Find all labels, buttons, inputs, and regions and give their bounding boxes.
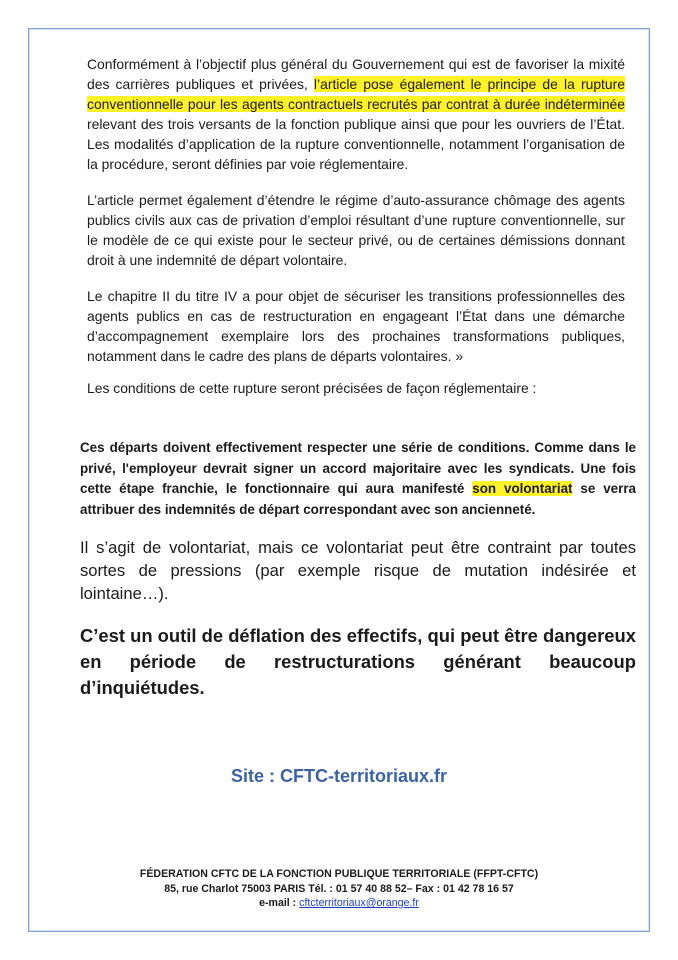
paragraph-mixite-text-after: relevant des trois versants de la fonction publique ainsi que pour les ouvriers de l’État. Les modalités d’application de la rupture conventionnelle, notamment l’organisation de la procédure, seront définies par voie réglementaire.: [87, 116, 625, 172]
paragraph-departs-text-before: Ces départs doivent effectivement respecter une série de conditions. Comme dans le privé, l'employeur devrait signer un accord majoritaire avec les syndicats. Une fois cette étape franchie, le fonctionnaire qui aura manifesté: [80, 440, 636, 496]
document-body: [87, 54, 625, 410]
paragraph-auto-assurance: L’article permet également d’étendre le régime d’auto-assurance chômage des agents publics civils aux cas de privation d’emploi résultant d’une rupture conventionnelle, sur le modèle de ce qui existe pour le secteur privé, ou de certaines démissions donnant droit à une indemnité de départ volontaire.: [87, 192, 625, 268]
paragraph-deflation-effectifs: C’est un outil de déflation des effectifs, qui peut être dangereux en période de restructurations générant beaucoup d’inquiétudes.: [80, 625, 636, 698]
footer-email-link[interactable]: cftcterritoriaux@orange.fr: [299, 897, 419, 909]
paragraph-chapitre-ii: Le chapitre II du titre IV a pour objet de sécuriser les transitions professionnelles des agents publics en cas de restructuration en engageant l’État dans une démarche d’accompagnement exemplaire lors des prochaines transformations publiques, notamment dans le cadre des plans de départs volontaires. »: [87, 288, 625, 364]
paragraph-mixite-text-before: Conformément à l’objectif plus général du Gouvernement qui est de favoriser la mixité des carrières publiques et privées,: [87, 56, 625, 92]
footer-email-label: e-mail :: [259, 897, 300, 909]
paragraph-departs-conditions: [80, 438, 636, 520]
highlighted-son-volontariat: son volontariat: [472, 481, 573, 496]
paragraph-volontariat: Il s’agit de volontariat, mais ce volontariat peut être contraint par toutes sortes de pressions (par exemple risque de mutation indésirée et lointaine…).: [80, 538, 636, 603]
footer-address: 85, rue Charlot 75003 PARIS Tél. : 01 57 40 88 52– Fax : 01 42 78 16 57: [164, 882, 514, 895]
site-link[interactable]: Site : CFTC-territoriaux.fr: [230, 766, 448, 786]
paragraph-mixite: [87, 54, 625, 174]
footer-email-line: [0, 896, 678, 911]
paragraph-conditions-intro: Les conditions de cette rupture seront précisées de façon réglementaire :: [87, 380, 537, 396]
paragraph-departs-text-after: se verra attribuer des indemnités de départ correspondant avec son ancienneté.: [80, 481, 636, 517]
footer-federation-name: FÉDERATION CFTC DE LA FONCTION PUBLIQUE TERRITORIALE (FFPT-CFTC): [139, 868, 539, 880]
highlighted-rupture-conventionnelle: l’article pose également le principe de la rupture conventionnelle pour les agents contractuels recrutés par contrat à durée indéterminée: [87, 76, 625, 112]
footer: [0, 867, 678, 911]
